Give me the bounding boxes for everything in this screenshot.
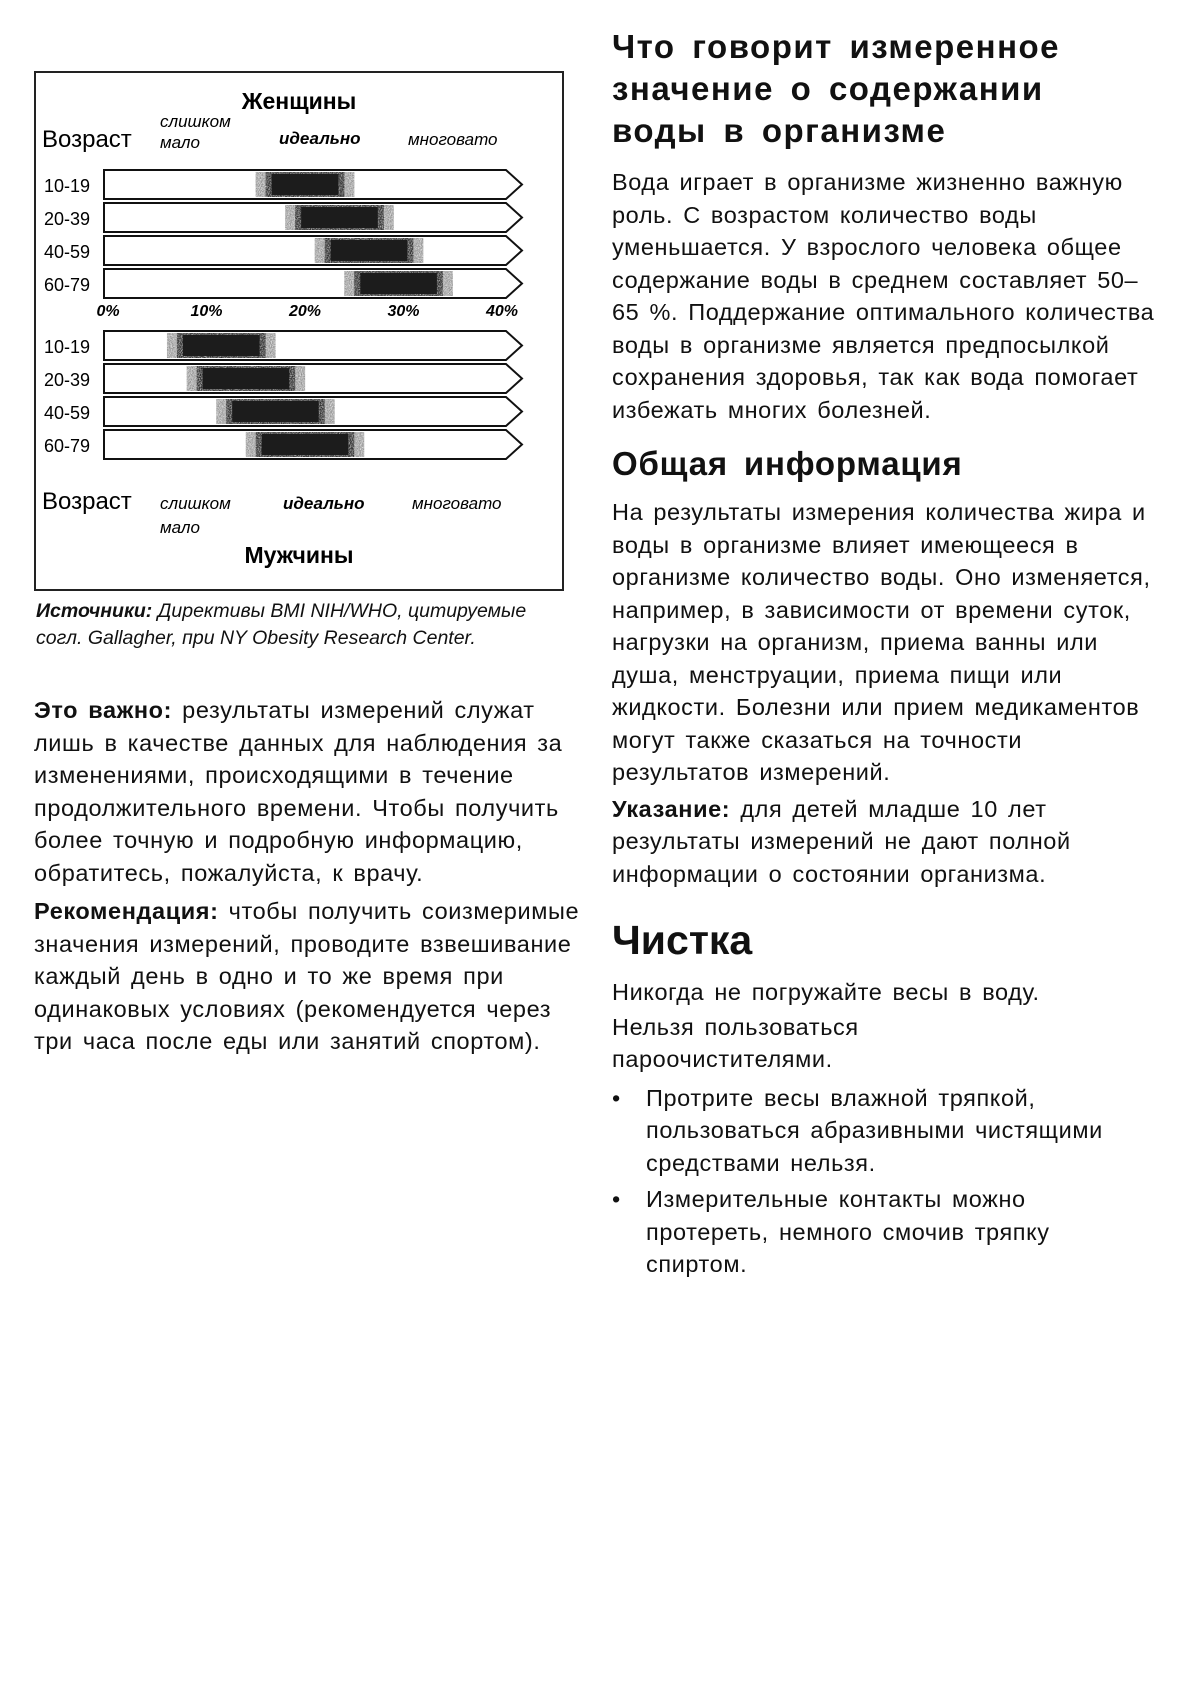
cleaning-heading: Чистка (612, 917, 753, 963)
ideal-range-core (203, 368, 290, 389)
zone-low-top-line2: мало (160, 133, 200, 152)
important-label: Это важно: (34, 697, 173, 723)
note-text: для детей младше 10 лет результаты измерений не дают полной информации о состоянии организма. (612, 795, 1071, 887)
general-heading: Общая информация (612, 445, 963, 482)
zone-high-bottom: многовато (412, 494, 502, 513)
sources-label: Источники: (36, 600, 153, 622)
age-label: 10-19 (44, 337, 91, 357)
bullet-icon: • (612, 1084, 621, 1111)
row-header-bottom: Возраст (42, 488, 132, 515)
list-item (612, 1183, 1160, 1281)
bullet-text: Измерительные контакты можно протереть, немного смочив тряпку спиртом. (646, 1186, 1050, 1277)
x-tick-label: 20% (288, 303, 322, 320)
recommendation-label: Рекомендация: (34, 898, 219, 924)
age-label: 40-59 (44, 403, 91, 423)
zone-high-top: многовато (408, 130, 498, 149)
water-heading-line: Что говорит измеренное (612, 28, 1061, 65)
range-bar-arrow (104, 236, 522, 265)
x-tick-label: 40% (485, 303, 519, 320)
right-column (612, 26, 1160, 1285)
age-label: 20-39 (44, 209, 91, 229)
chart-row (44, 364, 522, 393)
ideal-range-core (262, 434, 349, 455)
age-label: 10-19 (44, 176, 91, 196)
age-label: 60-79 (44, 275, 91, 295)
chart-title-women: Женщины (241, 88, 357, 114)
range-bar-arrow (104, 364, 522, 393)
zone-ideal-top: идеально (279, 129, 361, 148)
cleaning-line-1: Никогда не погружайте весы в воду. (612, 979, 1040, 1005)
zone-low-bottom-line1: слишком (160, 494, 231, 513)
ideal-range-core (301, 207, 378, 228)
list-item (612, 1082, 1160, 1180)
bullet-text: Протрите весы влажной тряпкой, пользоваться абразивными чистящими средствами нельзя. (646, 1084, 1103, 1176)
chart-row (44, 236, 522, 265)
zone-ideal-bottom: идеально (283, 494, 365, 513)
ideal-range-core (331, 240, 408, 261)
x-tick-label: 30% (387, 303, 420, 320)
general-text: На результаты измерения количества жира и воды в организме влияет имеющееся в организме количество воды. Оно изменяется, например, в зависимости от времени суток, нагрузки на организм, приема ванны или душа, менструации, приема пищи или жидкости. Болезни или прием медикаментов могут также сказаться на точности результатов измерений. (612, 499, 1151, 785)
left-notes (34, 694, 594, 1058)
range-bar-arrow (104, 269, 522, 298)
chart-row (44, 331, 522, 360)
row-header-top: Возраст (42, 126, 132, 153)
ideal-range-core (272, 174, 339, 195)
chart-canvas (36, 73, 562, 589)
recommendation-text: чтобы получить соизмеримые значения измерений, проводите взвешивание каждый день в одно и то же время при одинаковых условиях (рекомендуется через три часа после еды или занятий спортом). (34, 898, 580, 1054)
water-text: Вода играет в организме жизненно важную роль. С возрастом количество воды уменьшается. У взрослого человека общее содержание воды в среднем составляет 50–65 %. Поддержание оптимального количества воды в организме является предпосылкой сохранения здоровья, так как вода помогает избежать многих болезней. (612, 169, 1155, 423)
ideal-range-core (232, 401, 319, 422)
chart-title-men: Мужчины (244, 542, 354, 568)
cleaning-bullets (612, 1082, 1160, 1281)
chart-row (44, 170, 522, 199)
chart-row (44, 430, 522, 459)
range-bar-arrow (104, 331, 522, 360)
zone-low-top-line1: слишком (160, 112, 231, 131)
water-heading-line: воды в организме (612, 112, 947, 149)
age-label: 40-59 (44, 242, 91, 262)
chart-row (44, 203, 522, 232)
important-text: результаты измерений служат лишь в качестве данных для наблюдения за изменениями, происходящими в течение продолжительного времени. Чтобы получить более точную и подробную информацию, обратитесь, пожалуйста, к врачу. (34, 697, 563, 886)
x-tick-label: 10% (190, 303, 223, 320)
ideal-range-core (360, 273, 437, 294)
body-fat-chart (34, 71, 564, 591)
zone-low-bottom-line2: мало (160, 518, 200, 537)
cleaning-line-2: Нельзя пользоваться пароочистителями. (612, 1013, 859, 1072)
important-note (34, 694, 594, 889)
general-note (612, 793, 1160, 891)
age-label: 20-39 (44, 370, 91, 390)
age-label: 60-79 (44, 436, 91, 456)
chart-row (44, 397, 522, 426)
ideal-range-core (183, 335, 260, 356)
chart-row (44, 269, 522, 298)
water-heading-line: значение о содержании (612, 70, 1044, 107)
chart-sources (36, 598, 576, 652)
recommendation-note (34, 895, 594, 1058)
sources-text: Директивы BMI NIH/WHO, цитируемые согл. Gallagher, при NY Obesity Research Center. (36, 600, 527, 649)
water-heading (612, 26, 1160, 152)
note-label: Указание: (612, 795, 731, 822)
bullet-icon: • (612, 1186, 621, 1212)
x-tick-label: 0% (96, 303, 120, 320)
